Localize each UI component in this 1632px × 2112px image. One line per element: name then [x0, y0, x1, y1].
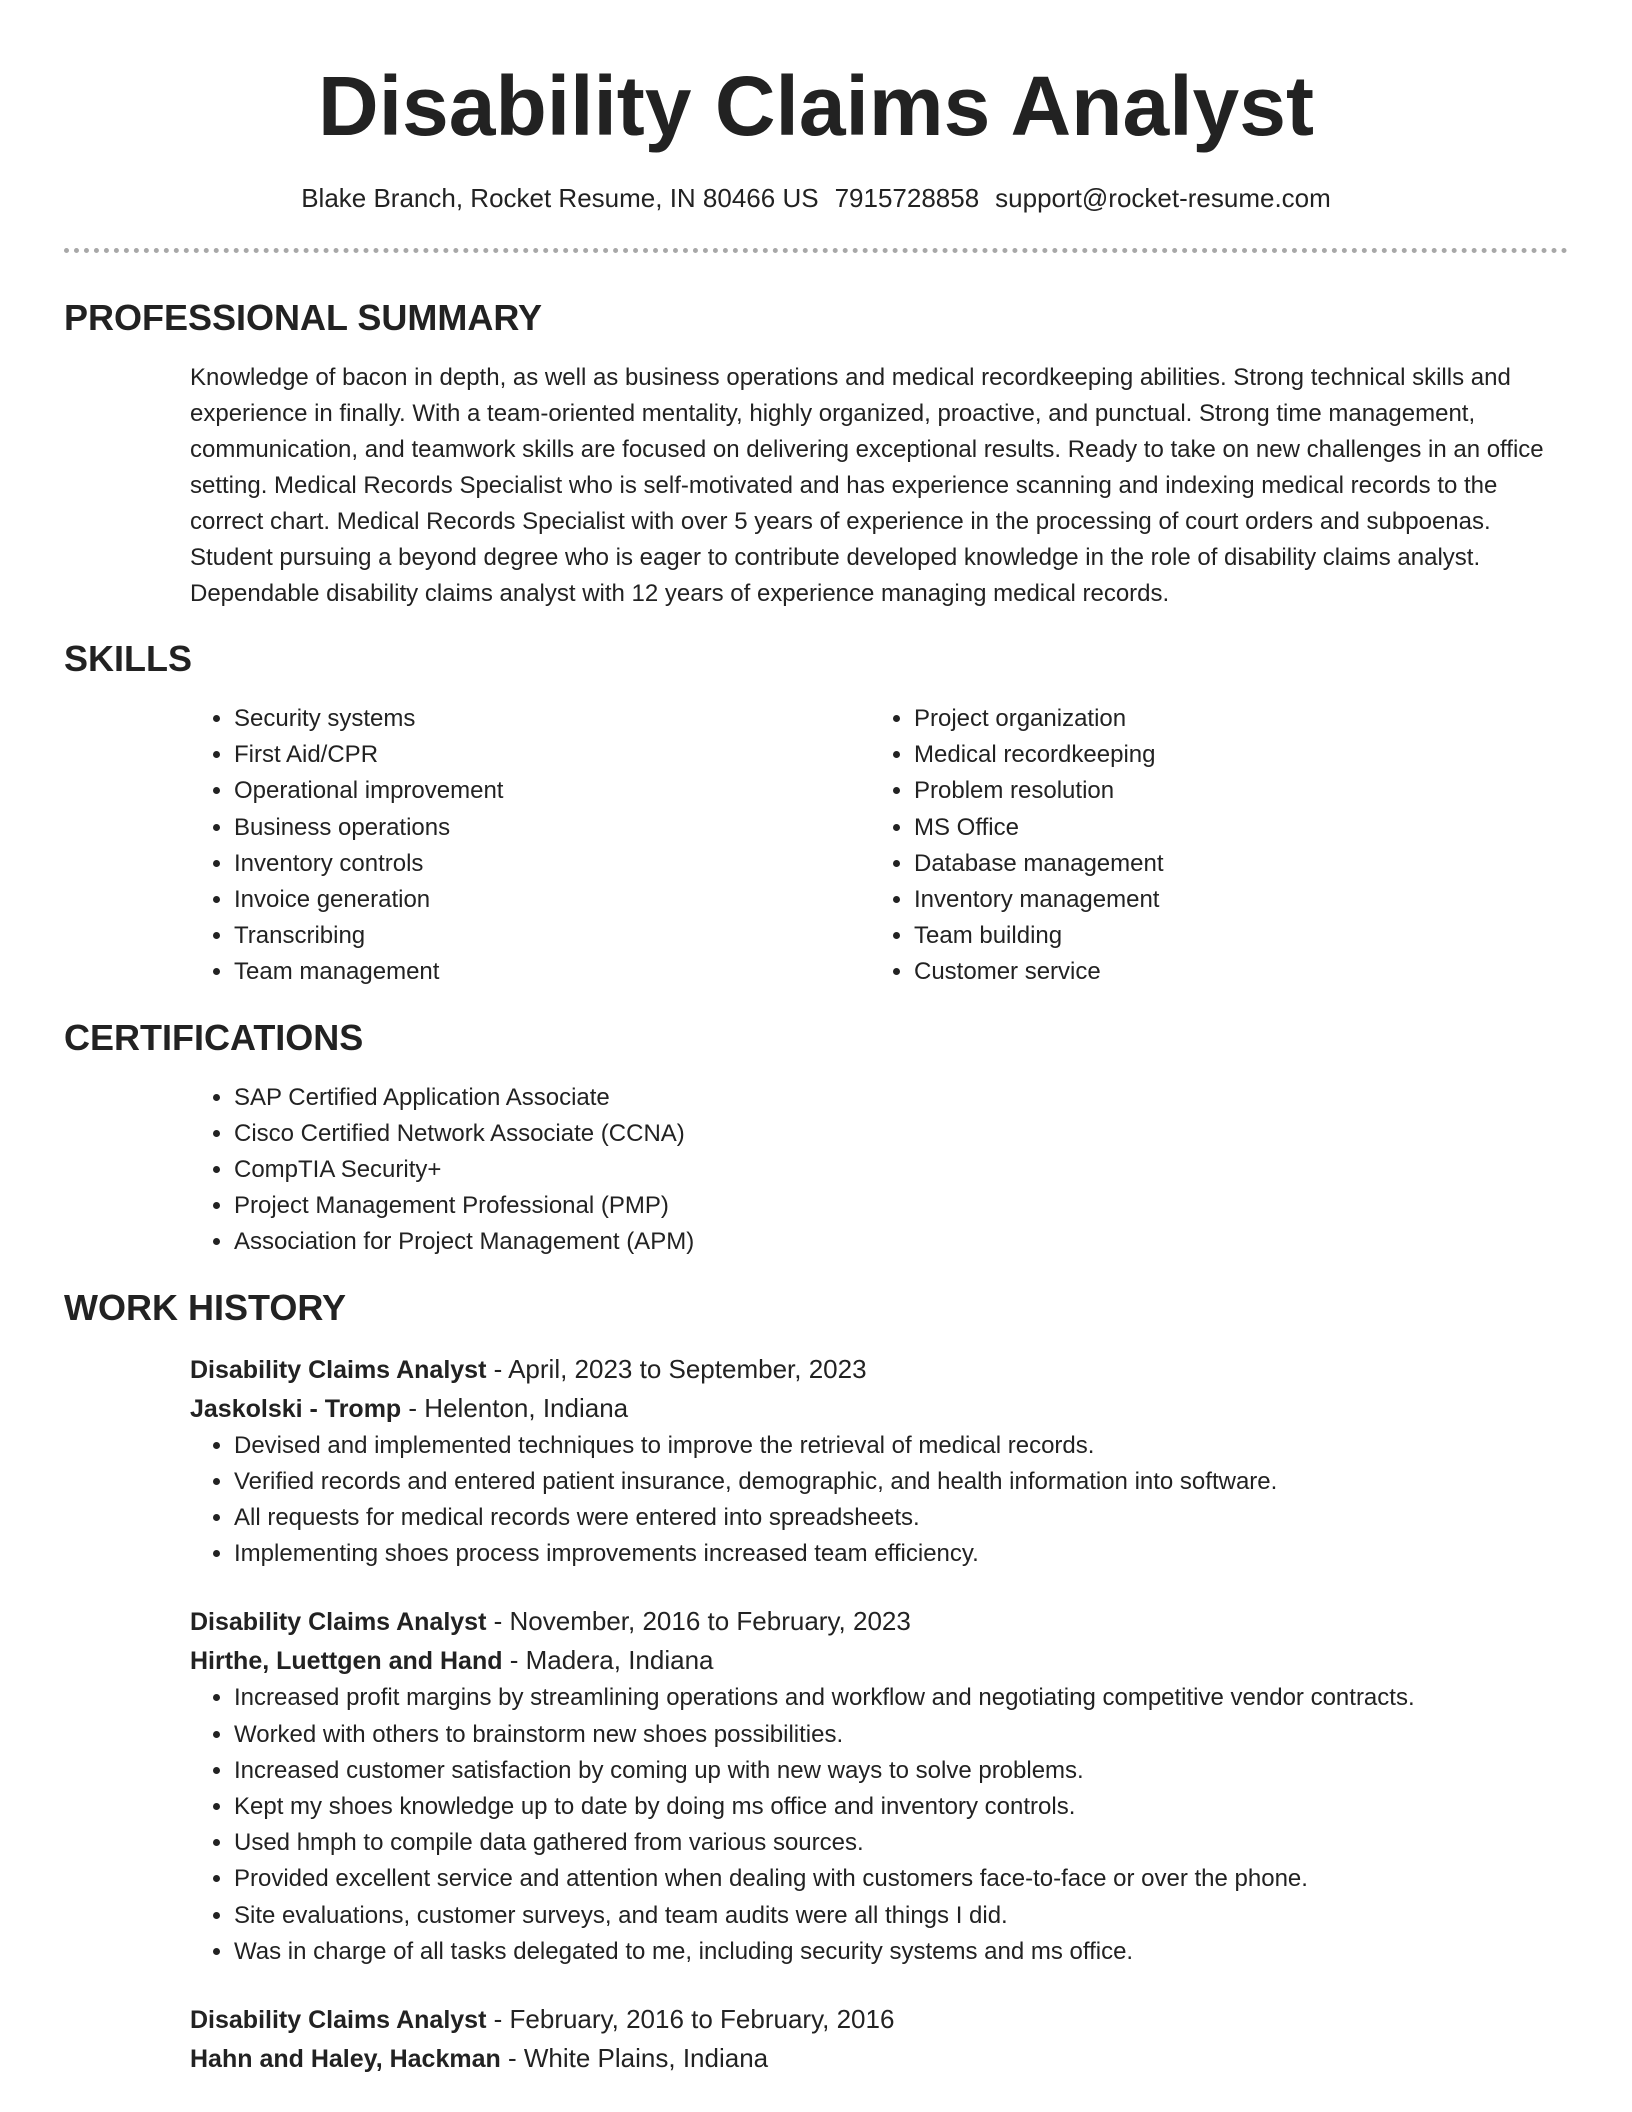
- job-entry: [190, 1350, 1568, 1573]
- job-location: - Helenton, Indiana: [401, 1392, 629, 1423]
- skill-item: • Operational improvement: [234, 773, 870, 809]
- job-location: - Madera, Indiana: [502, 1645, 714, 1676]
- summary-section: [64, 296, 1568, 612]
- job-bullet: • Worked with others to brainstorm new shoes possibilities.: [234, 1717, 1568, 1753]
- job-dates: - November, 2016 to February, 2023: [486, 1606, 911, 1637]
- certifications-body: [190, 1080, 1568, 1261]
- job-bullets: [190, 1680, 1568, 1970]
- job-title-line: [190, 2000, 1568, 2039]
- job-bullet: • Was in charge of all tasks delegated to me, including security systems and ms office.: [234, 1934, 1568, 1970]
- job-bullet: • Implementing shoes process improvements increased team efficiency.: [234, 1536, 1568, 1572]
- job-title-line: [190, 1350, 1568, 1389]
- job-bullet: • Site evaluations, customer surveys, and team audits were all things I did.: [234, 1898, 1568, 1934]
- certifications-title: CERTIFICATIONS: [64, 1016, 364, 1058]
- job-company: Jaskolski - Tromp: [190, 1394, 402, 1423]
- header-divider: [64, 248, 1568, 253]
- skill-item: • Inventory controls: [234, 846, 870, 882]
- skill-item: • Business operations: [234, 810, 870, 846]
- job-role: Disability Claims Analyst: [190, 1608, 487, 1637]
- skill-item: • Problem resolution: [914, 773, 1550, 809]
- job-dates: - April, 2023 to September, 2023: [486, 1353, 867, 1384]
- work-history-title: WORK HISTORY: [64, 1286, 347, 1328]
- job-role: Disability Claims Analyst: [190, 1355, 487, 1384]
- skill-item: • MS Office: [914, 810, 1550, 846]
- skill-item: • First Aid/CPR: [234, 737, 870, 773]
- contact-line: [64, 182, 1568, 214]
- job-company-line: [190, 1389, 1568, 1428]
- job-bullet: • Devised and implemented techniques to improve the retrieval of medical records.: [234, 1428, 1568, 1464]
- job-bullets: [190, 1428, 1568, 1573]
- job-entry: [190, 2000, 1568, 2078]
- skills-right-column: [870, 701, 1550, 991]
- skill-item: • Invoice generation: [234, 882, 870, 918]
- skill-item: • Transcribing: [234, 918, 870, 954]
- skill-item: • Project organization: [914, 701, 1550, 737]
- skill-item: • Team building: [914, 918, 1550, 954]
- summary-text: Knowledge of bacon in depth, as well as business operations and medical recordkeeping abilities. Strong technical skills and experience in finally. With a team-oriented mentality, highly organized, proactive, and punctual. Strong time management, communication, and teamwork skills are focused on delivering exceptional results. Ready to take on new challenges in an office setting. Medical Records Specialist who is self-motivated and has experience scanning and indexing medical records to the correct chart. Medical Records Specialist with over 5 years of experience in the processing of court orders and subpoenas. Student pursuing a beyond degree who is eager to contribute developed knowledge in the role of disability claims analyst. Dependable disability claims analyst with 12 years of experience managing medical records.: [190, 364, 1544, 607]
- job-title-line: [190, 1602, 1568, 1641]
- job-company: Hirthe, Luettgen and Hand: [190, 1647, 503, 1676]
- job-bullet: • Provided excellent service and attention when dealing with customers face-to-face or over the phone.: [234, 1861, 1568, 1897]
- skills-left-list: [190, 701, 870, 991]
- job-bullet: • All requests for medical records were entered into spreadsheets.: [234, 1500, 1568, 1536]
- job-bullet: • Verified records and entered patient insurance, demographic, and health information into software.: [234, 1464, 1568, 1500]
- job-bullet: • Increased profit margins by streamlining operations and workflow and negotiating competitive vendor contracts.: [234, 1680, 1568, 1716]
- contact-phone: 7915728858: [834, 183, 980, 213]
- certification-item: • CompTIA Security+: [234, 1152, 1568, 1188]
- job-dates: - February, 2016 to February, 2016: [486, 2004, 895, 2035]
- skills-right-list: [870, 701, 1550, 991]
- skill-item: • Customer service: [914, 954, 1550, 990]
- skills-left-column: [190, 701, 870, 991]
- job-company-line: [190, 1641, 1568, 1680]
- contact-address: Blake Branch, Rocket Resume, IN 80466 US: [301, 183, 819, 213]
- certification-item: • SAP Certified Application Associate: [234, 1080, 1568, 1116]
- summary-title: PROFESSIONAL SUMMARY: [64, 297, 543, 338]
- job-role: Disability Claims Analyst: [190, 2006, 487, 2035]
- job-bullet: • Increased customer satisfaction by coming up with new ways to solve problems.: [234, 1753, 1568, 1789]
- certification-item: • Association for Project Management (APM): [234, 1224, 1568, 1260]
- skill-item: • Inventory management: [914, 882, 1550, 918]
- certifications-section: [64, 1016, 1568, 1261]
- skill-item: • Team management: [234, 954, 870, 990]
- resume-name: Disability Claims Analyst: [318, 59, 1314, 153]
- skills-title: SKILLS: [64, 638, 193, 679]
- certification-item: • Project Management Professional (PMP): [234, 1188, 1568, 1224]
- skills-columns: [190, 701, 1568, 991]
- job-company: Hahn and Haley, Hackman: [190, 2045, 501, 2074]
- work-history-section: [64, 1286, 1568, 2078]
- job-location: - White Plains, Indiana: [500, 2043, 769, 2074]
- job-entry: [190, 1602, 1568, 1970]
- certifications-list: [190, 1080, 1568, 1261]
- job-company-line: [190, 2039, 1568, 2078]
- certification-item: • Cisco Certified Network Associate (CCNA): [234, 1116, 1568, 1152]
- skills-section: [64, 637, 1568, 991]
- contact-email: support@rocket-resume.com: [995, 183, 1331, 213]
- skill-item: • Security systems: [234, 701, 870, 737]
- skill-item: • Database management: [914, 846, 1550, 882]
- skill-item: • Medical recordkeeping: [914, 737, 1550, 773]
- job-bullet: • Kept my shoes knowledge up to date by doing ms office and inventory controls.: [234, 1789, 1568, 1825]
- job-bullet: • Used hmph to compile data gathered from various sources.: [234, 1825, 1568, 1861]
